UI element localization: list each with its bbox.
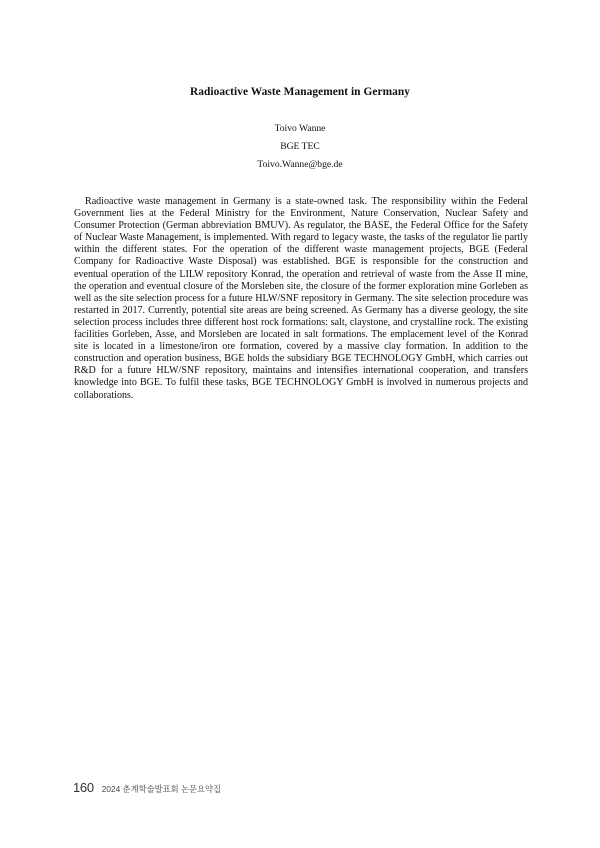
page-number: 160: [73, 780, 94, 795]
author-email: Toivo.Wanne@bge.de: [257, 159, 343, 170]
author-affiliation: BGE TEC: [280, 141, 320, 152]
paper-title: Radioactive Waste Management in Germany: [189, 86, 411, 98]
author-name: Toivo Wanne: [274, 123, 326, 134]
page-footer: [73, 780, 221, 795]
abstract-body: Radioactive waste management in Germany is a state-owned task. The responsibility within the Federal Government lies at the Federal Ministry for the Environment, Nature Conservation, Nuclear Safety and Consumer Protection (German abbreviation BMUV). As regulator, the BASE, the Federal Office for the Safety of Nuclear Waste Management, is implemented. With regard to legacy waste, the tasks of the regulator lie partly within the different states. For the operation of the different waste management projects, BGE (Federal Company for Radioactive Waste Disposal) was established. BGE is responsible for the construction and eventual operation of the LILW repository Konrad, the operation and retrieval of waste from the Asse II mine, the operation and eventual closure of the Morsleben site, the closure of the former exploration mine Gorleben as well as the site selection process for a future HLW/SNF repository in Germany. The site selection procedure was restarted in 2017. Currently, potential site areas are being screened. As Germany has a diverse geology, the site selection process includes three different host rock formations: salt, claystone, and crystalline rock. The existing facilities Gorleben, Asse, and Morsleben are located in salt formations. The emplacement level of the Konrad site is located in a limestone/iron ore formation, covered by a massive clay formation. In addition to the construction and operation business, BGE holds the subsidiary BGE TECHNOLOGY GmbH, which carries out R&D for a future HLW/SNF repository, maintains and intensifies international cooperation, and transfers knowledge into BGE. To fulfil these tasks, BGE TECHNOLOGY GmbH is involved in numerous projects and collaborations.: [74, 196, 528, 401]
proceedings-label: 2024 춘계학술발표회 논문요약집: [101, 784, 222, 794]
